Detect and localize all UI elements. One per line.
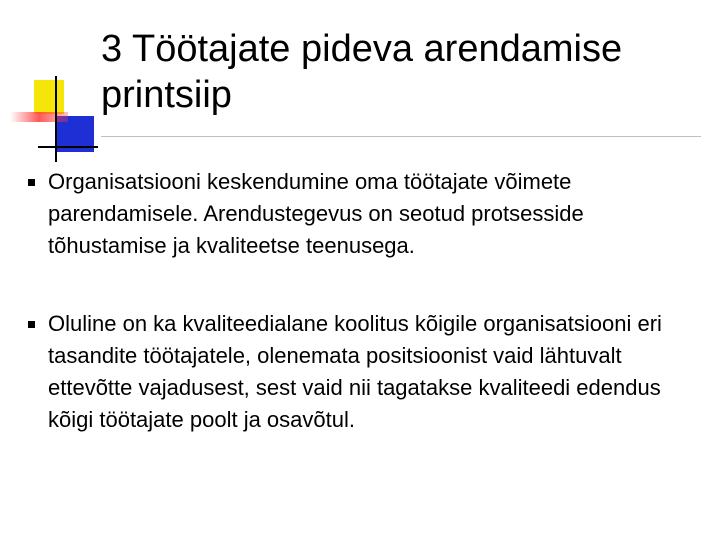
color-block-logo-icon (8, 76, 98, 166)
square-bullet-icon (28, 179, 35, 186)
slide-title: 3 Töötajate pideva arendamise printsiip (101, 28, 623, 116)
title-divider (101, 136, 701, 137)
bullet-list (28, 166, 698, 482)
bullet-item (28, 308, 698, 436)
bullet-text: Oluline on ka kvaliteedialane koolitus kõigile organisatsiooni eri tasandite töötajatele, olenemata positsioonist vaid lähtuvalt ettevõtte vajadusest, sest vaid nii tagatakse kvaliteedi edendus kõigi töötajate poolt ja osavõtul. (48, 311, 662, 432)
bullet-item (28, 166, 698, 262)
bullet-text: Organisatsiooni keskendumine oma töötajate võimete parendamisele. Arendustegevus on seotud protsesside tõhustamise ja kvaliteetse teenusega. (48, 169, 584, 258)
square-bullet-icon (28, 321, 35, 328)
